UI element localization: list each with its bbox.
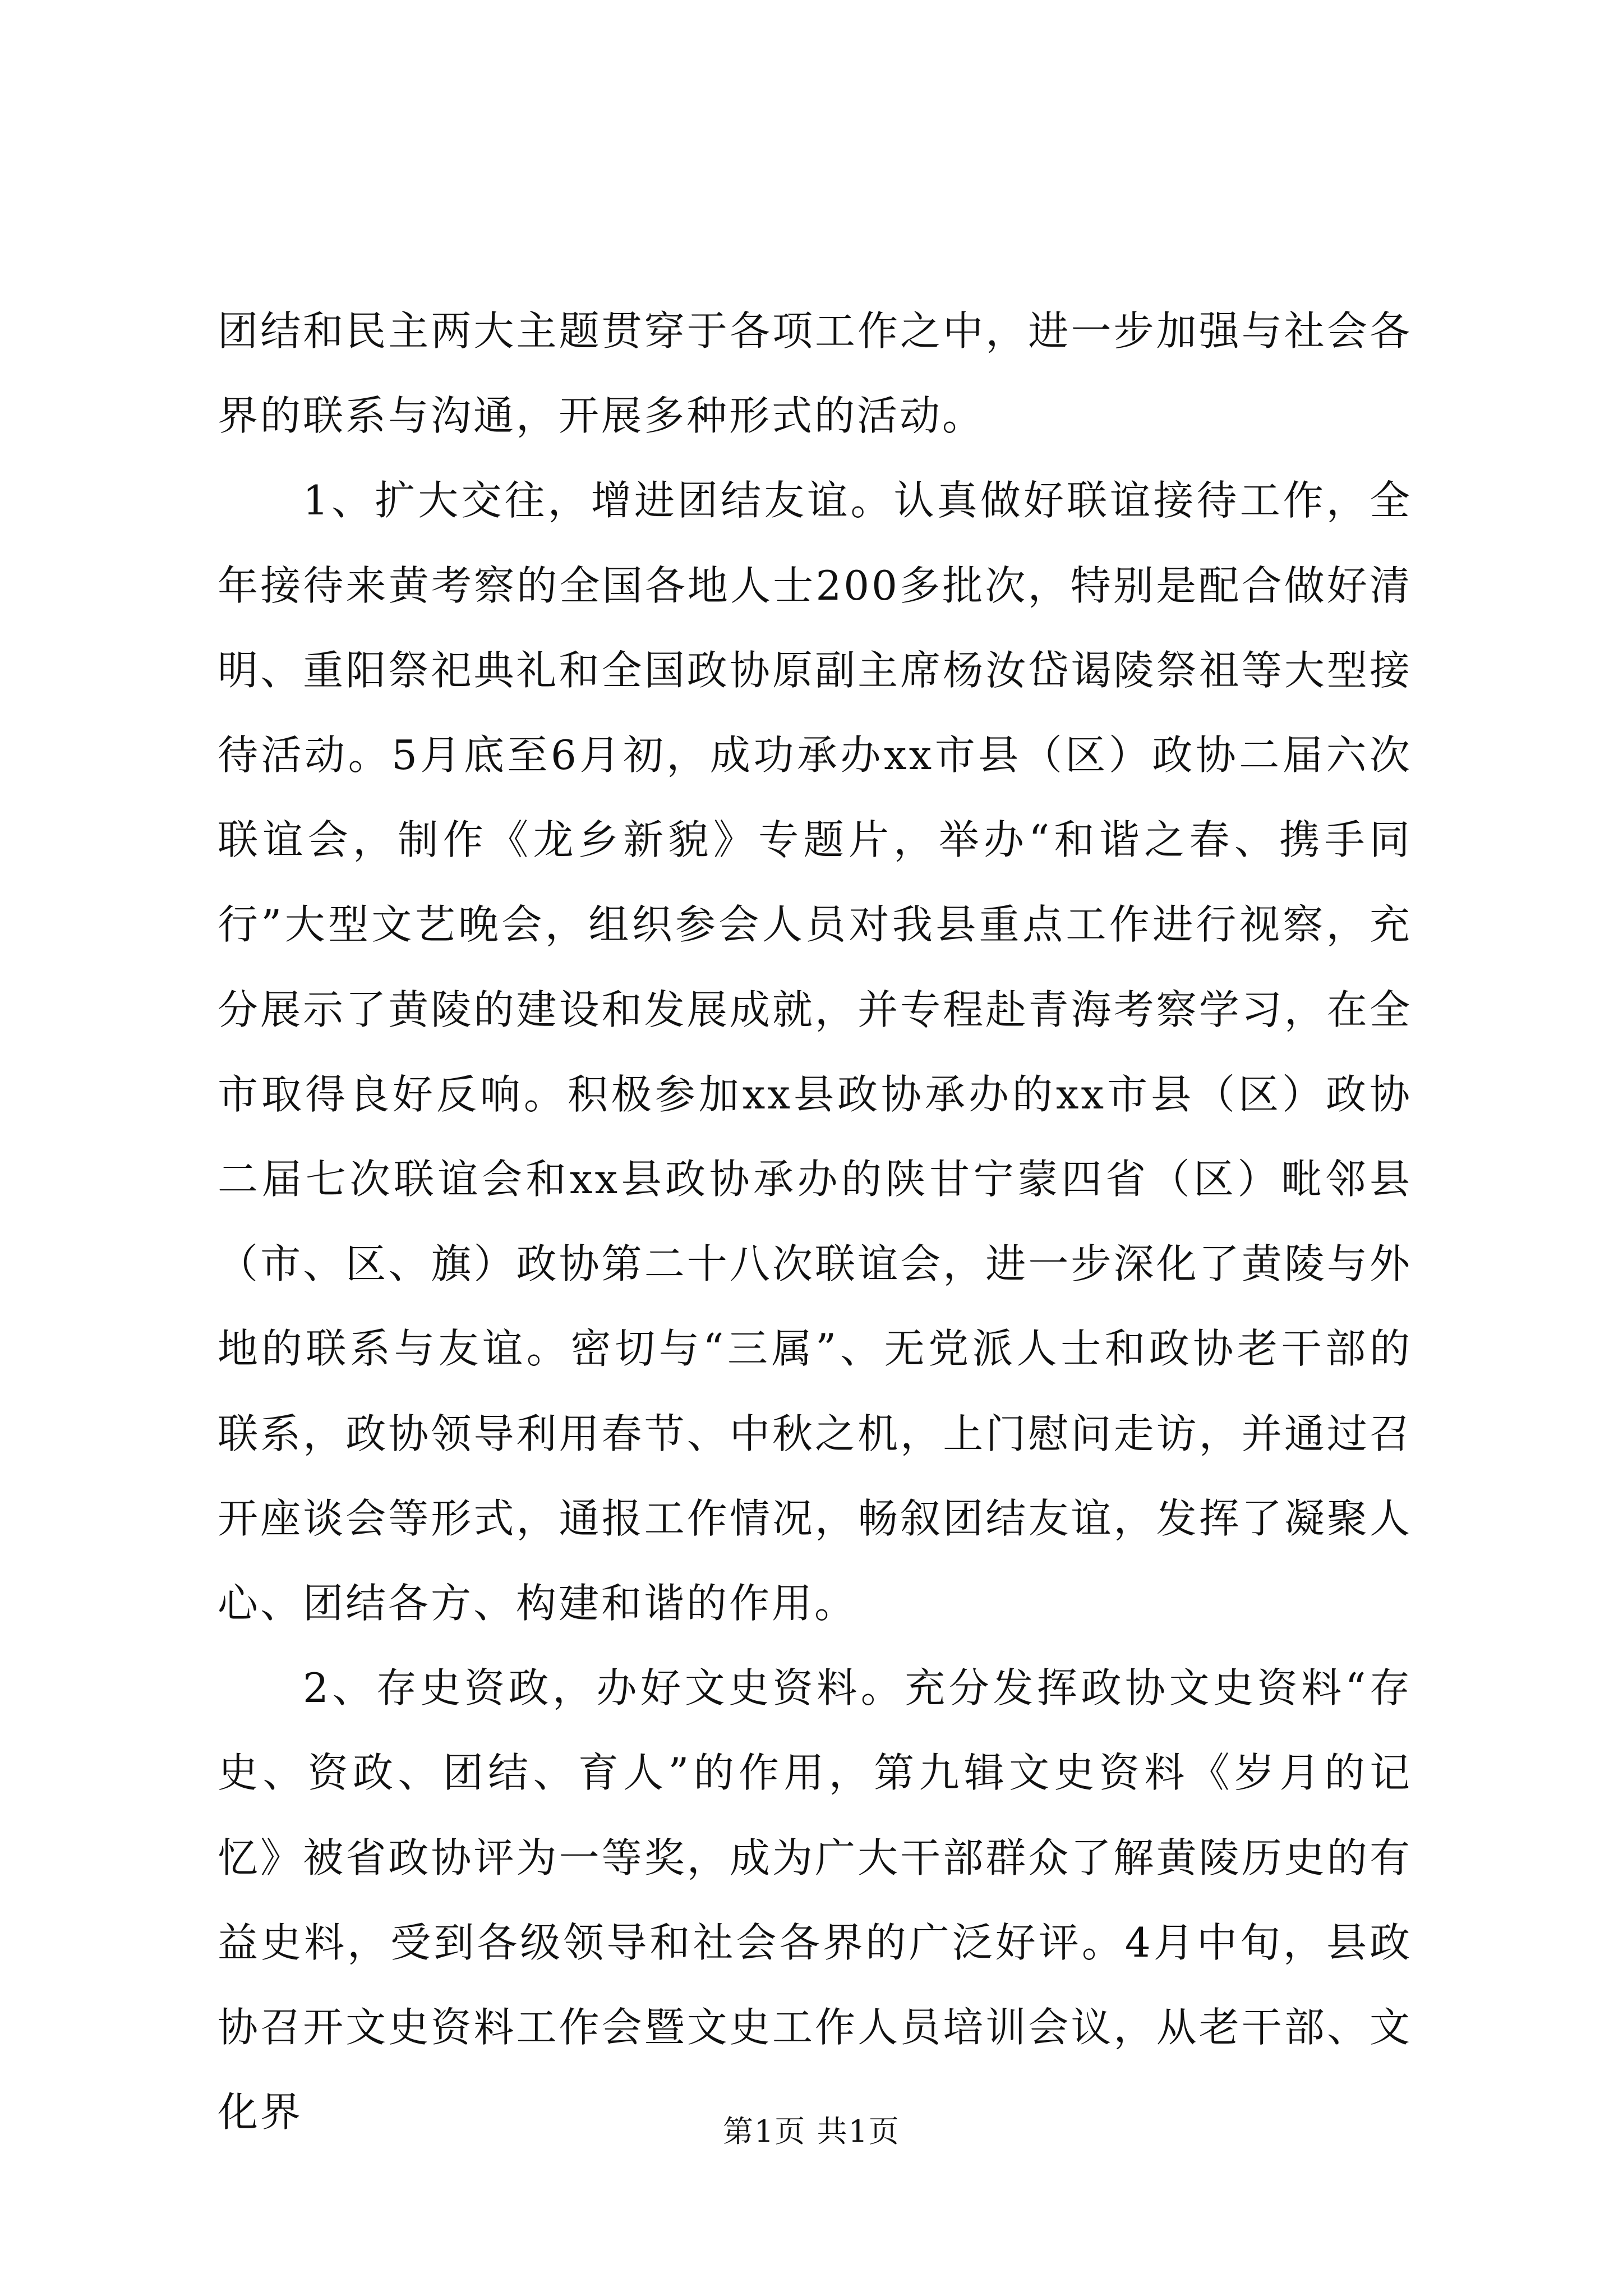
paragraph-continuation: 团结和民主两大主题贯穿于各项工作之中，进一步加强与社会各界的联系与沟通，开展多种形式的活动。: [218, 307, 1412, 440]
document-body: [218, 289, 1412, 2155]
paragraph-cultural-history: 2、存史资政，办好文史资料。充分发挥政协文史资料“存史、资政、团结、育人”的作用，第九辑文史资料《岁月的记忆》被省政协评为一等奖，成为广大干部群众了解黄陵历史的有益史料，受到各级领导和社会各界的广泛好评。4月中旬，县政协召开文史资料工作会暨文史工作人员培训会议，从老干部、文化界: [218, 1664, 1412, 2136]
page-footer: 第1页 共1页: [723, 2114, 900, 2149]
paragraph-exchange-friendship: 1、扩大交往，增进团结友谊。认真做好联谊接待工作，全年接待来黄考察的全国各地人士200多批次，特别是配合做好清明、重阳祭祀典礼和全国政协原副主席杨汝岱谒陵祭祖等大型接待活动。5月底至6月初，成功承办xx市县（区）政协二届六次联谊会，制作《龙乡新貌》专题片，举办“和谐之春、携手同行”大型文艺晚会，组织参会人员对我县重点工作进行视察，充分展示了黄陵的建设和发展成就，并专程赴青海考察学习，在全市取得良好反响。积极参加xx县政协承办的xx市县（区）政协二届七次联谊会和xx县政协承办的陕甘宁蒙四省（区）毗邻县（市、区、旗）政协第二十八次联谊会，进一步深化了黄陵与外地的联系与友谊。密切与“三属”、无党派人士和政协老干部的联系，政协领导利用春节、中秋之机，上门慰问走访，并通过召开座谈会等形式，通报工作情况，畅叙团结友谊，发挥了凝聚人心、团结各方、构建和谐的作用。: [218, 477, 1412, 1627]
